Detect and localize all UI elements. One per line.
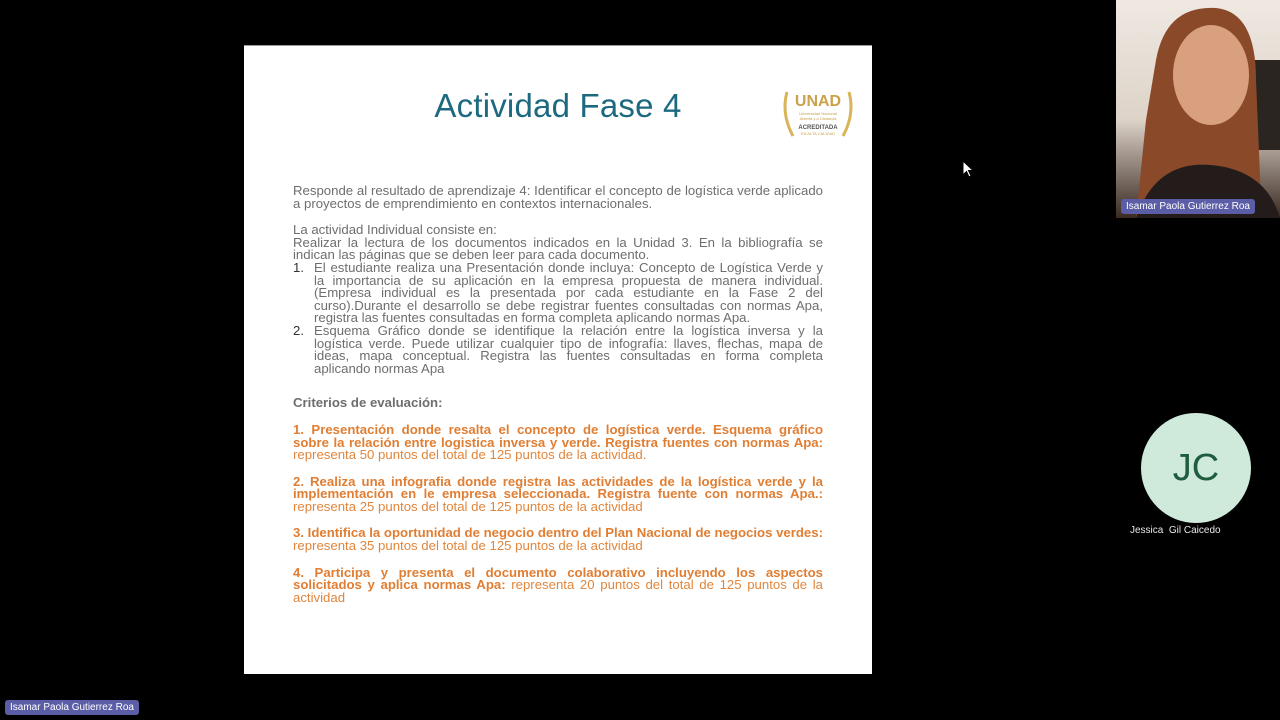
participant-name-tag: Isamar Paola Gutierrez Roa <box>1121 199 1255 214</box>
participant-video-icon <box>1116 0 1280 218</box>
task-item <box>293 259 823 326</box>
criteria-item <box>293 473 823 514</box>
task-text: El estudiante realiza una Presentación donde incluya: Concepto de Logística Verde y la importancia de su aplicación en la empresa propuesta de manera individual. (Empresa individual es la presentada por cada estudiante en la Fase 2 del curso).Durante el desarrollo se debe registrar fuentes consultadas con normas Apa, registra las fuentes consultadas en forma completa aplicando normas Apa. <box>314 259 823 326</box>
criteria-points: representa 20 puntos del total de 125 puntos de la actividad <box>293 577 824 605</box>
shared-slide <box>244 45 872 674</box>
slide-title: Actividad Fase 4 <box>434 87 682 124</box>
mouse-cursor-icon <box>962 160 976 180</box>
participant-name: Jessica Gil Caicedo <box>1130 525 1221 536</box>
task-number: 2. <box>293 322 304 338</box>
svg-text:UNAD: UNAD <box>794 93 842 110</box>
svg-text:Universidad Nacional: Universidad Nacional <box>799 111 837 116</box>
criteria-bold: 2. Realiza una infografia donde registra las actividades de la logística verde y la implementación en le empresa seleccionada. Registra fuente con normas Apa.: <box>293 473 823 502</box>
criteria-item <box>293 564 824 605</box>
task-list <box>293 259 823 376</box>
task-number: 1. <box>293 259 304 275</box>
intro-text: Responde al resultado de aprendizaje 4: Identificar el concepto de logística verde aplicado a proyectos de emprendimiento en contextos internacionales. <box>293 183 823 211</box>
presenter-name-tag: Isamar Paola Gutierrez Roa <box>5 700 139 715</box>
activity-heading: La actividad Individual consiste en: <box>293 222 497 238</box>
criteria-points: representa 50 puntos del total de 125 puntos de la actividad. <box>293 447 647 463</box>
participant-avatar[interactable]: JC <box>1141 413 1251 523</box>
task-item <box>293 322 823 376</box>
svg-text:ACREDITADA: ACREDITADA <box>798 125 838 131</box>
criteria-heading: Criterios de evaluación: <box>293 395 443 411</box>
criteria-points: representa 25 puntos del total de 125 puntos de la actividad <box>293 498 643 514</box>
criteria-bold: 1. Presentación donde resalta el concepto de logística verde. Esquema gráfico sobre la relación entre logistica inversa y verde. Registra fuentes con normas Apa: <box>293 421 823 450</box>
criteria-points: representa 35 puntos del total de 125 puntos de la actividad <box>293 538 643 554</box>
criteria-item <box>293 421 823 463</box>
criteria-bold: 3. Identifica la oportunidad de negocio dentro del Plan Nacional de negocios verdes: <box>293 525 823 541</box>
slide-content <box>293 185 823 604</box>
svg-text:EN ALTA CALIDAD: EN ALTA CALIDAD <box>800 131 836 136</box>
criteria-bold: 4. Participa y presenta el documento colaborativo incluyendo los aspectos solicitados y aplica normas Apa: <box>293 564 823 593</box>
criteria-item <box>293 527 823 552</box>
task-text: Esquema Gráfico donde se identifique la relación entre la logística inversa y la logística verde. Puede utilizar cualquier tipo de infografía: llaves, flechas, mapa de ideas, mapa conceptual. Registra las fuentes consultadas en forma completa aplicando normas Apa <box>314 322 823 376</box>
svg-text:Abierta y a Distancia: Abierta y a Distancia <box>799 116 837 121</box>
participant-video-tile[interactable] <box>1116 0 1280 218</box>
activity-text: Realizar la lectura de los documentos indicados en la Unidad 3. En la bibliografía se indican las páginas que se deben leer para cada documento. <box>293 234 823 263</box>
unad-logo-icon <box>779 84 857 142</box>
